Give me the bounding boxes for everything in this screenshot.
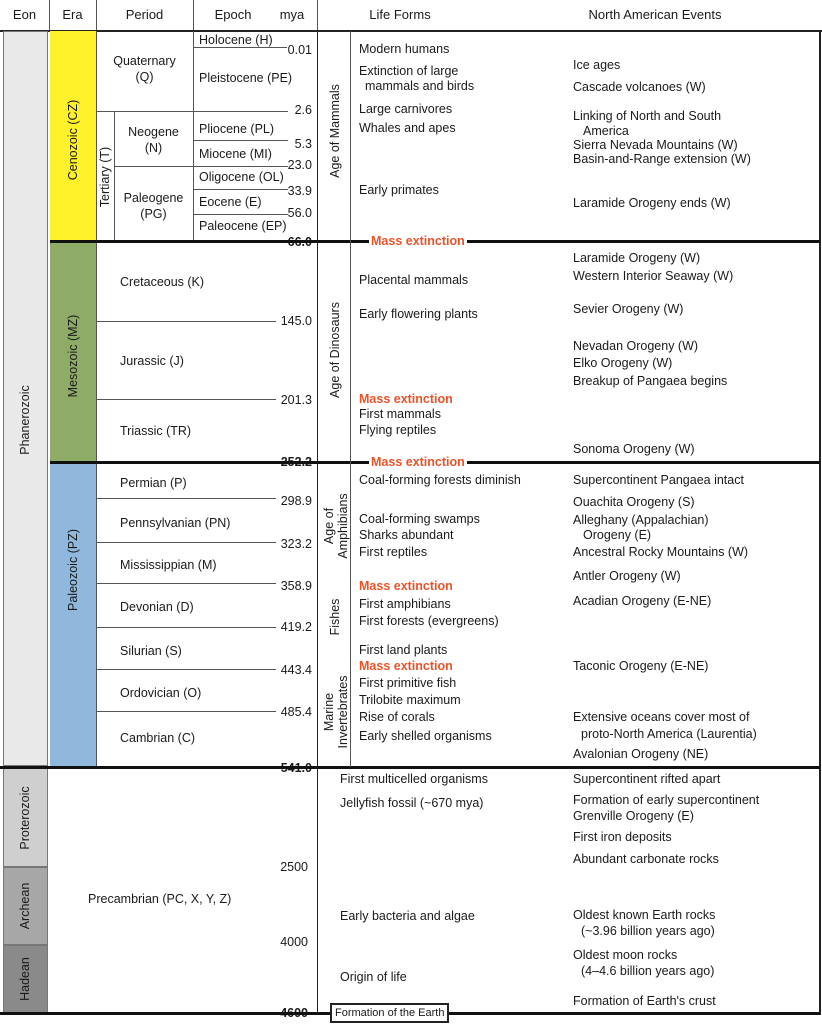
period-neogene: [114, 125, 193, 155]
mya-419-2: 419.2: [280, 620, 312, 634]
header-divider: [96, 0, 97, 30]
event-acadian: Acadian Orogeny (E-NE): [573, 594, 712, 608]
period-jurassic: Jurassic (J): [120, 354, 184, 368]
header-row: [0, 0, 822, 32]
formation-of-earth-box: Formation of the Earth: [330, 1003, 449, 1023]
life-flowering-plants: Early flowering plants: [359, 307, 478, 321]
life-bacteria: Early bacteria and algae: [340, 909, 475, 923]
life-first-amphibians: First amphibians: [359, 597, 451, 611]
age-marine: [322, 676, 350, 749]
period-silurian: Silurian (S): [120, 644, 182, 658]
header-period: Period: [125, 7, 164, 22]
mass-extinction-252: Mass extinction: [371, 455, 465, 469]
event-oldest-moon-rocks: Oldest moon rocks: [573, 948, 678, 962]
mya-145-0: 145.0: [280, 314, 312, 328]
mass-extinction-358: Mass extinction: [359, 579, 453, 593]
line-cretaceous: [96, 321, 276, 322]
event-sonoma: Sonoma Orogeny (W): [573, 442, 695, 456]
period-cretaceous: Cretaceous (K): [120, 275, 205, 289]
mya-298-9: 298.9: [280, 494, 312, 508]
period-ordovician: Ordovician (O): [120, 686, 202, 700]
mya-23-0: 23.0: [287, 158, 312, 172]
period-triassic: Triassic (TR): [120, 424, 192, 438]
header-events: North American Events: [588, 7, 722, 22]
event-ouachita: Ouachita Orogeny (S): [573, 495, 695, 509]
event-sierra-nevada: Sierra Nevada Mountains (W): [573, 138, 738, 152]
period-neogene-name: Neogene: [128, 125, 179, 139]
line-pennsylvanian: [96, 542, 276, 543]
line-ordovician: [96, 711, 276, 712]
period-neogene-code: (N): [144, 141, 163, 155]
line-quaternary: [96, 111, 288, 112]
life-coal-forests: Coal-forming forests diminish: [359, 473, 521, 487]
era-precambrian: Precambrian (PC, X, Y, Z): [88, 892, 232, 906]
age-mammals: Age of Mammals: [328, 84, 342, 178]
life-coal-swamps: Coal-forming swamps: [359, 512, 480, 526]
mya-2500: 2500: [280, 860, 308, 874]
event-oldest-earth-rocks: Oldest known Earth rocks: [573, 908, 716, 922]
event-avalonian: Avalonian Orogeny (NE): [573, 747, 709, 761]
event-3-96-billion: (~3.96 billion years ago): [581, 924, 715, 938]
eon-phanerozoic-label: Phanerozoic: [18, 385, 32, 455]
life-primitive-fish: First primitive fish: [359, 676, 457, 690]
event-linking: Linking of North and South: [573, 109, 722, 123]
age-divider: [350, 31, 351, 767]
line-permian: [96, 498, 276, 499]
event-carbonate: Abundant carbonate rocks: [573, 852, 719, 866]
event-pangaea-breakup: Breakup of Pangaea begins: [573, 374, 728, 388]
mass-extinction-443: Mass extinction: [359, 659, 453, 673]
event-basin-range: Basin-and-Range extension (W): [573, 152, 751, 166]
period-paleogene-code: (PG): [140, 207, 167, 221]
event-sevier: Sevier Orogeny (W): [573, 302, 684, 316]
event-grenville: Grenville Orogeny (E): [573, 809, 694, 823]
life-trilobite: Trilobite maximum: [359, 693, 461, 707]
period-pennsylvanian: Pennsylvanian (PN): [120, 516, 231, 530]
event-rifted: Supercontinent rifted apart: [573, 772, 721, 786]
mass-extinction-201: Mass extinction: [359, 392, 453, 406]
life-sharks: Sharks abundant: [359, 528, 454, 542]
period-mississippian: Mississippian (M): [120, 558, 217, 572]
mya-0-01: 0.01: [287, 43, 312, 57]
life-first-forests: First forests (evergreens): [359, 614, 499, 628]
age-amphibians: [322, 493, 350, 558]
age-fishes: Fishes: [328, 598, 342, 636]
age-marine-line2: Invertebrates: [336, 675, 350, 749]
mya-485-4: 485.4: [280, 705, 312, 719]
mya-33-9: 33.9: [287, 184, 312, 198]
period-paleogene-name: Paleogene: [123, 191, 184, 205]
period-quaternary-code: (Q): [135, 70, 154, 84]
life-first-reptiles: First reptiles: [359, 545, 428, 559]
epoch-oligocene: Oligocene (OL): [199, 170, 284, 184]
period-paleogene: [114, 191, 193, 221]
life-shelled: Early shelled organisms: [359, 729, 492, 743]
line-jurassic: [96, 399, 276, 400]
header-divider: [49, 0, 50, 30]
life-corals: Rise of corals: [359, 710, 435, 724]
event-america: America: [583, 124, 629, 138]
header-divider: [317, 0, 318, 30]
period-cambrian: Cambrian (C): [120, 731, 196, 745]
life-origin: Origin of life: [340, 970, 407, 984]
mya-5-3: 5.3: [294, 137, 312, 151]
era-paleozoic-label: Paleozoic (PZ): [66, 529, 80, 611]
event-laurentia: proto-North America (Laurentia): [581, 727, 757, 741]
event-laramide: Laramide Orogeny (W): [573, 251, 701, 265]
epoch-holocene: Holocene (H): [199, 33, 273, 47]
era-paleozoic: [50, 462, 96, 767]
eon-hadean-label: Hadean: [18, 957, 32, 1001]
event-western-seaway: Western Interior Seaway (W): [573, 269, 734, 283]
eon-proterozoic-label: Proterozoic: [18, 786, 32, 850]
event-cascade: Cascade volcanoes (W): [573, 80, 706, 94]
period-quaternary-name: Quaternary: [113, 54, 176, 68]
tertiary-label: Tertiary (T): [98, 146, 112, 208]
event-4-4-6-billion: (4–4.6 billion years ago): [581, 964, 715, 978]
life-jellyfish: Jellyfish fossil (~670 mya): [340, 796, 484, 810]
mya-56-0: 56.0: [287, 206, 312, 220]
mya-323-2: 323.2: [280, 537, 312, 551]
mya-358-9: 358.9: [280, 579, 312, 593]
boundary-541: [0, 766, 820, 769]
event-nevadan: Nevadan Orogeny (W): [573, 339, 699, 353]
age-dinosaurs: Age of Dinosaurs: [328, 302, 342, 398]
life-placental-mammals: Placental mammals: [359, 273, 469, 287]
event-iron-deposits: First iron deposits: [573, 830, 672, 844]
event-alleghany: Alleghany (Appalachian): [573, 513, 709, 527]
life-large-carnivores: Large carnivores: [359, 102, 453, 116]
life-land-plants: First land plants: [359, 643, 448, 657]
event-laramide-ends: Laramide Orogeny ends (W): [573, 196, 731, 210]
header-divider: [193, 0, 194, 30]
life-mammals-birds: mammals and birds: [365, 79, 475, 93]
event-early-supercontinent: Formation of early supercontinent: [573, 793, 760, 807]
life-flying-reptiles: Flying reptiles: [359, 423, 437, 437]
period-permian: Permian (P): [120, 476, 187, 490]
epoch-miocene: Miocene (MI): [199, 147, 272, 161]
mya-201-3: 201.3: [280, 393, 312, 407]
mya-4000: 4000: [280, 935, 308, 949]
life-first-mammals: First mammals: [359, 407, 441, 421]
header-epoch: Epoch: [214, 7, 252, 22]
life-extinction-large: Extinction of large: [359, 64, 459, 78]
epoch-eocene: Eocene (E): [199, 195, 262, 209]
epoch-pliocene: Pliocene (PL): [199, 122, 275, 136]
event-pangaea-intact: Supercontinent Pangaea intact: [573, 473, 744, 487]
event-taconic: Taconic Orogeny (E-NE): [573, 659, 709, 673]
event-alleghany-orogeny: Orogeny (E): [583, 528, 652, 542]
era-mesozoic-label: Mesozoic (MZ): [66, 314, 80, 398]
age-marine-line1: Marine: [322, 692, 336, 732]
epoch-paleocene: Paleocene (EP): [199, 219, 287, 233]
life-multicelled: First multicelled organisms: [340, 772, 488, 786]
outer-right-border: [819, 31, 821, 1015]
epoch-divider: [193, 31, 194, 241]
life-early-primates: Early primates: [359, 183, 439, 197]
event-earth-crust: Formation of Earth's crust: [573, 994, 716, 1008]
period-devonian: Devonian (D): [120, 600, 194, 614]
event-ice-ages: Ice ages: [573, 58, 621, 72]
age-amphibians-line1: Age of: [322, 507, 336, 545]
main-divider: [317, 31, 318, 1015]
line-mississippian: [96, 583, 276, 584]
header-eon: Eon: [12, 7, 37, 22]
line-devonian: [96, 627, 276, 628]
era-cenozoic-label: Cenozoic (CZ): [66, 99, 80, 181]
event-ancestral-rockies: Ancestral Rocky Mountains (W): [573, 545, 749, 559]
age-amphibians-line2: Amphibians: [336, 493, 350, 559]
mya-2-6: 2.6: [294, 103, 312, 117]
period-quaternary: [96, 54, 193, 84]
event-elko: Elko Orogeny (W): [573, 356, 673, 370]
mass-extinction-66: Mass extinction: [371, 234, 465, 248]
header-life-forms: Life Forms: [369, 7, 431, 22]
eon-archean-label: Archean: [18, 882, 32, 930]
mya-443-4: 443.4: [280, 663, 312, 677]
event-oceans: Extensive oceans cover most of: [573, 710, 750, 724]
header-mya: mya: [279, 7, 305, 22]
life-whales-apes: Whales and apes: [359, 121, 456, 135]
line-silurian: [96, 669, 276, 670]
epoch-pleistocene: Pleistocene (PE): [199, 71, 293, 85]
header-era: Era: [62, 7, 83, 22]
life-modern-humans: Modern humans: [359, 42, 450, 56]
event-antler: Antler Orogeny (W): [573, 569, 681, 583]
